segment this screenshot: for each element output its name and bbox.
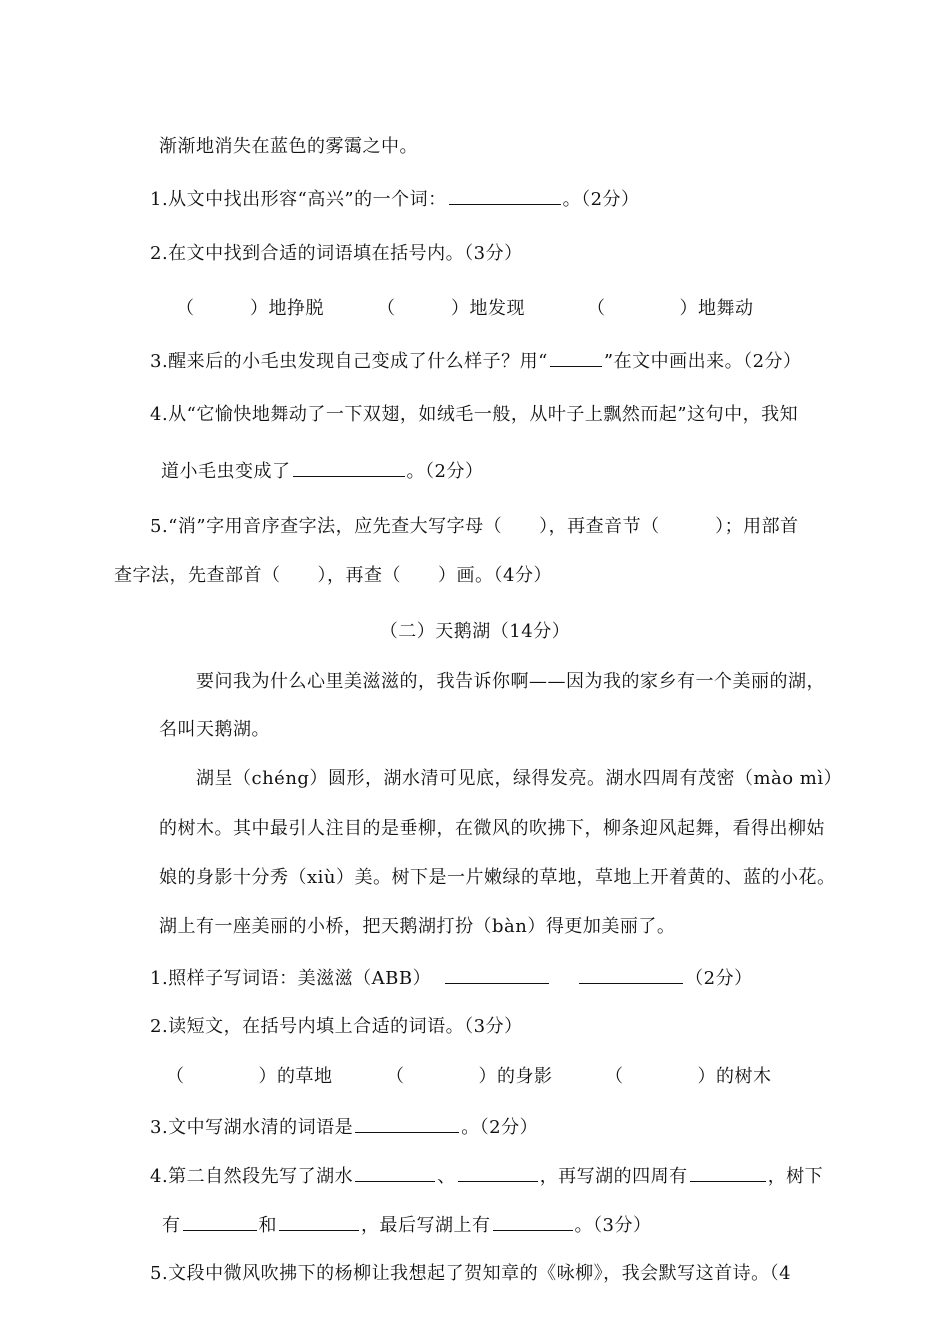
question-1-5-line1: 5.“消”字用音序查字法，应先查大写字母（ ），再查音节（ ）；用部首 [150,516,799,537]
question-1-2-item-3: （ ）地舞动 [587,298,754,319]
passage-para2-line4: 湖上有一座美丽的小桥，把天鹅湖打扮（bàn）得更加美丽了。 [159,916,676,937]
answer-blank[interactable] [355,1163,435,1182]
question-1-4-line2: 道小毛虫变成了 。（2分） [161,458,483,484]
question-2-2-item-3: （ ）的树木 [605,1066,772,1087]
question-2-1: 1.照样子写词语：美滋滋（ABB） （2分） [150,965,753,991]
question-2-5: 5.文段中微风吹拂下的杨柳让我想起了贺知章的《咏柳》，我会默写这首诗。（4 [150,1263,792,1284]
question-1-2-item-1: （ ）地挣脱 [176,298,324,319]
question-1-2: 2.在文中找到合适的词语填在括号内。（3分） [150,243,523,264]
answer-blank[interactable] [449,186,561,205]
answer-blank[interactable] [445,965,549,984]
question-1-4-line1: 4.从“它愉快地舞动了一下双翅，如绒毛一般，从叶子上飘然而起”这句中，我知 [150,404,799,425]
question-1-2-item-2: （ ）地发现 [377,298,525,319]
question-1-5-line2: 查字法，先查部首（ ），再查（ ）画。（4分） [114,565,552,586]
passage-ending: 渐渐地消失在蓝色的雾霭之中。 [159,136,418,157]
answer-blank[interactable] [690,1163,766,1182]
answer-blank[interactable] [493,1212,573,1231]
question-2-4-line1: 4.第二自然段先写了湖水 、 ，再写湖的四周有 ，树下 [150,1163,823,1189]
passage-para2-line2: 的树木。其中最引人注目的是垂柳，在微风的吹拂下，柳条迎风起舞，看得出柳姑 [159,818,825,839]
answer-blank[interactable] [355,1114,459,1133]
passage-para2-line3: 娘的身影十分秀（xiù）美。树下是一片嫩绿的草地，草地上开着黄的、蓝的小花。 [159,867,836,888]
question-2-2-item-2: （ ）的身影 [386,1066,553,1087]
question-2-4-line2: 有 和 ，最后写湖上有 。（3分） [162,1212,651,1238]
passage-para2-line1: 湖呈（chéng）圆形，湖水清可见底，绿得发亮。湖水四周有茂密（mào mì） [196,768,843,789]
passage-para1-line1: 要问我为什么心里美滋滋的，我告诉你啊——因为我的家乡有一个美丽的湖， [196,671,825,692]
question-1-3: 3.醒来后的小毛虫发现自己变成了什么样子？用“ ”在文中画出来。（2分） [150,348,802,374]
answer-blank[interactable] [279,1212,359,1231]
question-2-2-item-1: （ ）的草地 [166,1066,333,1087]
answer-blank[interactable] [458,1163,538,1182]
passage-para1-line2: 名叫天鹅湖。 [159,719,270,740]
section-heading: （二）天鹅湖（14分） [379,621,571,642]
answer-blank[interactable] [183,1212,257,1231]
answer-blank[interactable] [293,458,405,477]
question-1-1: 1.从文中找出形容“高兴”的一个词： 。（2分） [150,186,640,212]
answer-blank[interactable] [579,965,683,984]
question-2-2: 2.读短文，在括号内填上合适的词语。（3分） [150,1016,523,1037]
question-2-3: 3.文中写湖水清的词语是 。（2分） [150,1114,538,1140]
underline-sample [550,348,602,367]
